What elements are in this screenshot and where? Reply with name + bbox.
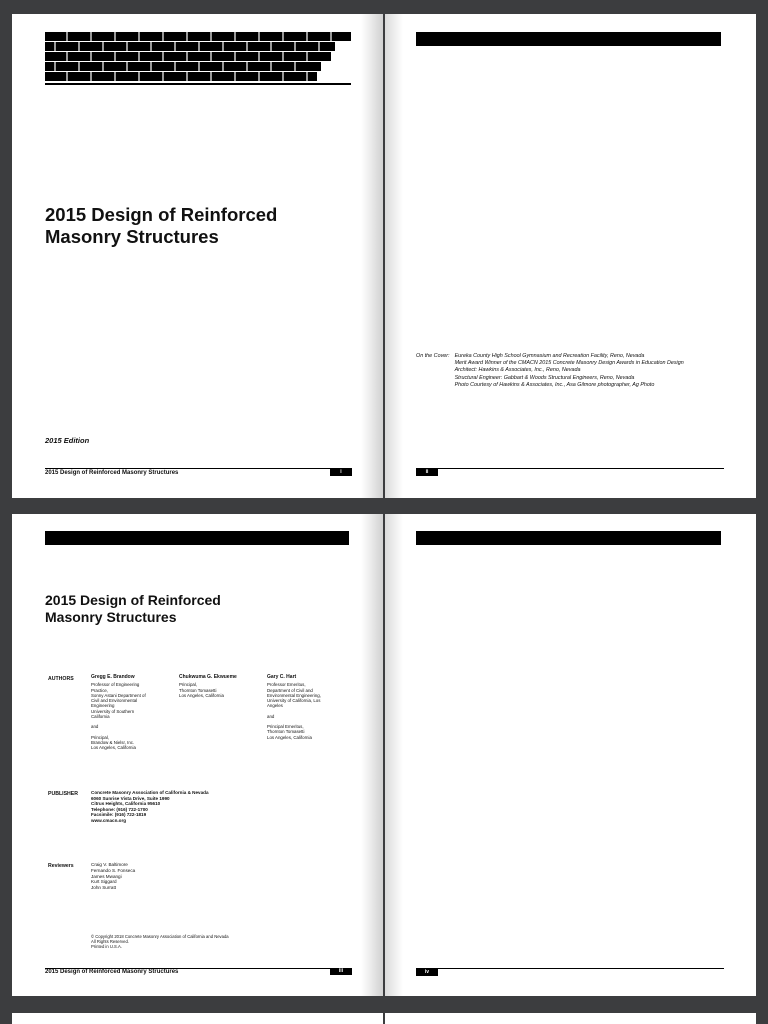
page-iv <box>385 514 756 996</box>
author-affiliation-line: Principal, <box>91 734 110 740</box>
author-affiliation-line: Practice, <box>91 687 109 693</box>
footer-title: 2015 Design of Reinforced Masonry Structures <box>45 470 179 476</box>
author-affiliation-line: California <box>91 714 110 720</box>
author-affiliation-line: University of California, Los <box>267 698 321 704</box>
author-affiliation-line: Principal, <box>179 682 198 688</box>
page-number: iv <box>416 969 438 976</box>
author-name: Chukwuma G. Ekwueme <box>179 674 237 680</box>
publisher-line: Citrus Heights, California 95610 <box>91 801 161 807</box>
header-bar <box>416 32 721 46</box>
publisher-label: PUBLISHER <box>48 791 78 797</box>
author-affiliation-line: and <box>91 724 99 730</box>
header-bar <box>45 531 349 545</box>
title-line-1: 2015 Design of Reinforced <box>45 204 278 225</box>
brick-pattern-logo <box>45 32 351 82</box>
authors-label: AUTHORS <box>48 676 74 682</box>
document-title <box>45 204 277 248</box>
copyright-line: Printed in U.S.A. <box>91 944 122 950</box>
cover-caption <box>416 353 684 389</box>
author-column <box>267 675 347 740</box>
author-affiliation-line: Brandow & Nielsr, Inc. <box>91 739 135 745</box>
title-line-2: Masonry Structures <box>45 226 219 248</box>
publisher-line: Facsimile: (916) 722-1819 <box>91 812 147 818</box>
publisher-block <box>91 790 209 824</box>
author-column <box>91 675 171 751</box>
edition-label: 2015 Edition <box>45 436 90 445</box>
footer-rule <box>45 468 352 469</box>
cover-line: Structural Engineer: Gabbart & Woods Structural Engineers, Reno, Nevada <box>454 374 635 381</box>
page-i <box>12 14 383 498</box>
header-bar <box>416 531 721 545</box>
publisher-link[interactable]: www.cmacn.org <box>91 817 127 823</box>
footer-rule <box>416 468 724 469</box>
author-affiliation-line: Thornton Tomasetti <box>267 729 305 735</box>
author-affiliation-line: and <box>267 713 275 719</box>
cover-line: Architect: Hawkins & Associates, Inc., Reno, Nevada <box>454 367 581 374</box>
footer-title: 2015 Design of Reinforced Masonry Structures <box>45 969 179 975</box>
author-affiliation-line: Professor of Engineering <box>91 682 140 688</box>
cover-line: Merit Award Winner of the CMACN 2015 Concrete Masonry Design Awards in Education Design <box>454 360 684 367</box>
author-affiliation-line: Los Angeles, California <box>267 734 312 740</box>
page-number: i <box>330 469 352 476</box>
author-affiliation-line: Los Angeles, California <box>179 692 224 698</box>
author-affiliation-line: Engineering <box>91 703 115 709</box>
author-name: Gary C. Hart <box>267 674 297 680</box>
reviewers-list <box>91 862 135 891</box>
author-affiliation-line: Environmental Engineering, <box>267 692 321 698</box>
cover-line: Photo Courtesy of Hawkins & Associates, Inc., Asa Gilmore photographer, Ag Photo <box>454 381 655 388</box>
page-number: iii <box>330 968 352 975</box>
reviewer-name: Craig V. Baltimore <box>91 862 128 867</box>
reviewer-name: Fernando S. Fonseca <box>91 867 136 873</box>
reviewer-name: John Surratt <box>91 885 117 891</box>
author-affiliation-line: Angeles <box>267 703 283 709</box>
reviewer-name: James Mwangi <box>91 873 122 879</box>
author-affiliation-line: University of Southern <box>91 708 135 714</box>
author-affiliation-line: Professor Emeritus, <box>267 682 306 688</box>
author-affiliation-line: Department of Civil and <box>267 687 313 693</box>
reviewer-name: Kurt Siggard <box>91 879 117 885</box>
title-line-1: 2015 Design of Reinforced <box>45 592 221 608</box>
publisher-line: Telephone: (916) 722-1700 <box>91 806 148 812</box>
author-column <box>179 675 259 698</box>
header-rule <box>45 83 351 85</box>
author-affiliation-line: Los Angeles, California <box>91 745 136 751</box>
reviewers-label: Reviewers <box>48 863 74 869</box>
copyright-block <box>91 934 229 950</box>
page-number: ii <box>416 469 438 476</box>
next-page-right-edge <box>385 1013 756 1024</box>
document-title <box>45 592 221 626</box>
footer-rule <box>416 968 724 969</box>
author-affiliation-line: Sonny Astani Department of <box>91 692 146 698</box>
publisher-line: 6060 Sunrise Vista Drive, Suite 1990 <box>91 795 170 801</box>
publisher-line: Concrete Masonry Association of California & Nevada <box>91 790 209 795</box>
author-name: Gregg E. Brandow <box>91 674 135 680</box>
cover-line: Eureka County High School Gymnasium and Recreation Facility, Reno, Nevada <box>454 353 645 359</box>
title-line-2: Masonry Structures <box>45 608 177 625</box>
author-affiliation-line: Thornton Tomasetti <box>179 687 217 693</box>
page-iii <box>12 514 383 996</box>
copyright-line: All Rights Reserved. <box>91 939 129 945</box>
author-affiliation-line: Principal Emeritus, <box>267 724 304 730</box>
copyright-line: © Copyright 2018 Concrete Masonry Association of California and Nevada <box>91 934 229 939</box>
cover-lines <box>455 353 684 389</box>
cover-label: On the Cover: <box>416 353 450 359</box>
next-page-left-edge <box>12 1013 383 1024</box>
page-ii <box>385 14 756 498</box>
author-affiliation-line: Civil and Environmental <box>91 698 138 704</box>
